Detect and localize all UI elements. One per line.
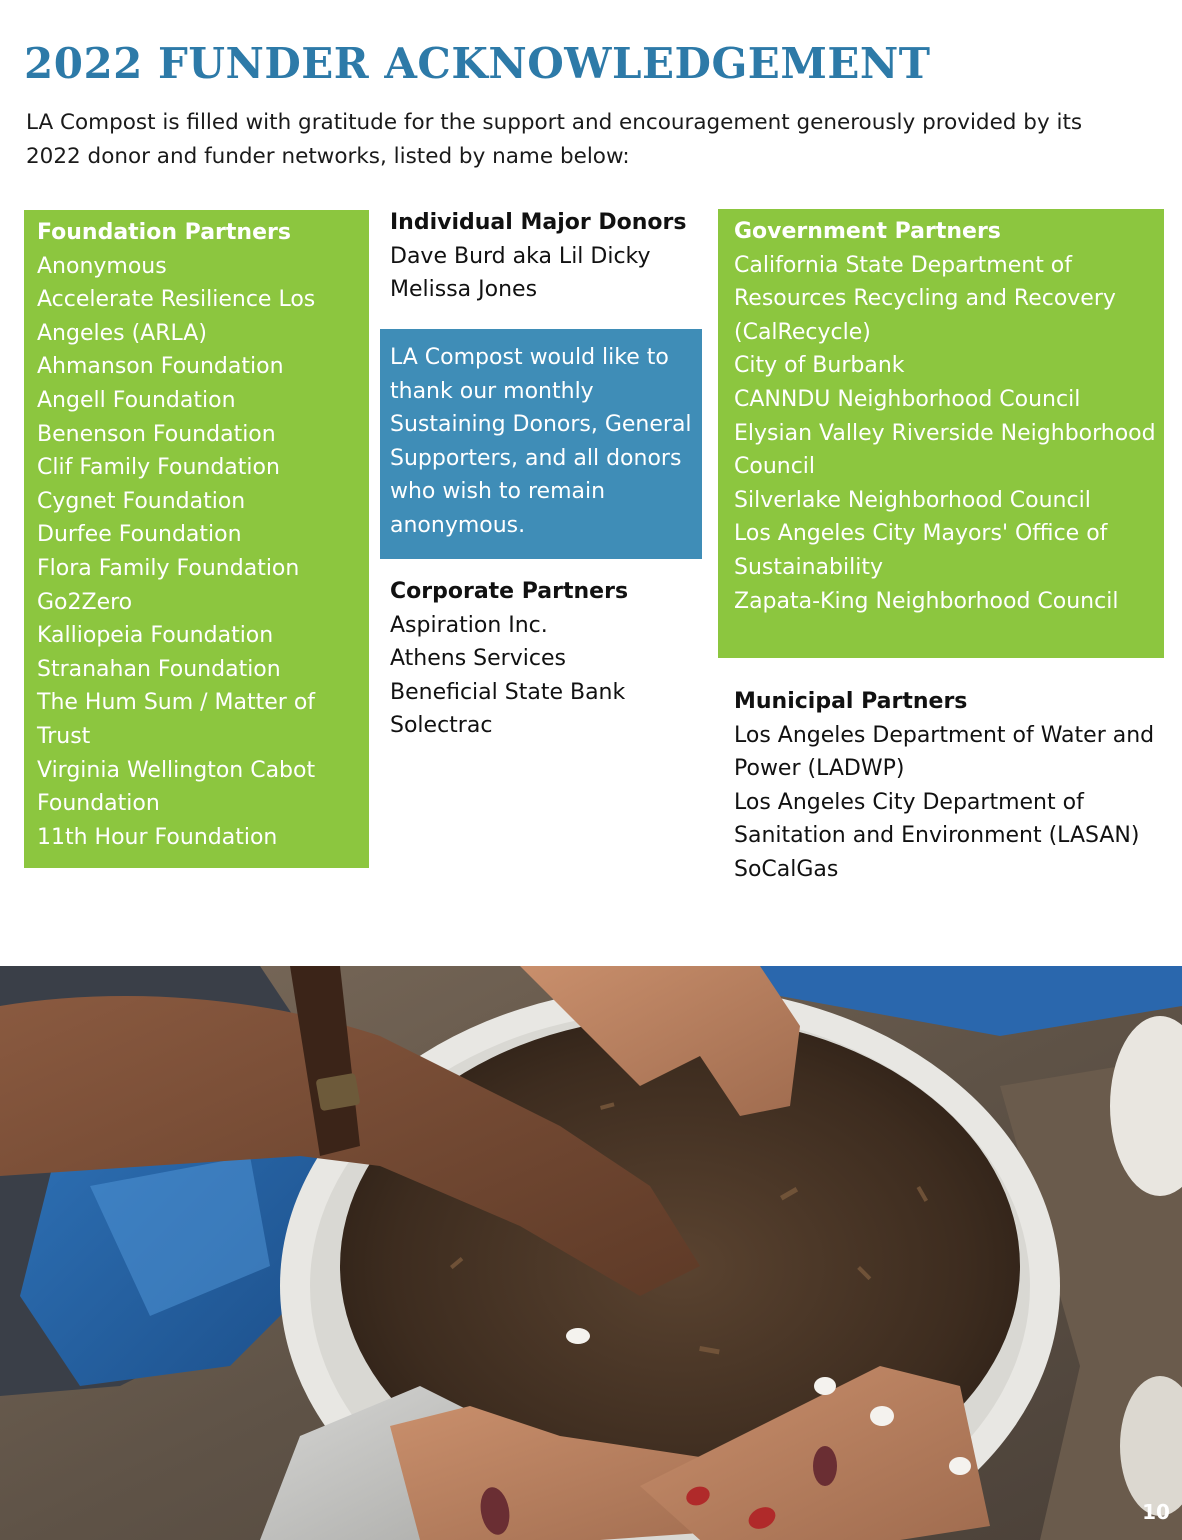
list-item: Kalliopeia Foundation — [37, 623, 274, 649]
list-item: Los Angeles City Department of Sanitation and Environment (LASAN) — [734, 789, 1140, 849]
corporate-partners-section — [390, 575, 710, 743]
list-item: Los Angeles Department of Water and Power (LADWP) — [734, 722, 1155, 782]
list-item: CANNDU Neighborhood Council — [734, 386, 1081, 412]
individual-donors-heading: Individual Major Donors — [390, 210, 687, 235]
list-item: Beneficial State Bank — [390, 679, 626, 705]
list-item: Anonymous — [37, 253, 167, 279]
corporate-partners-list — [390, 609, 710, 743]
municipal-partners-section — [734, 685, 1174, 887]
list-item: The Hum Sum / Matter of Trust — [37, 690, 316, 749]
thanks-callout: LA Compost would like to thank our monthly Sustaining Donors, General Supporters, and all donors who wish to remain anonymous. — [380, 329, 702, 559]
list-item: Silverlake Neighborhood Council — [734, 487, 1091, 513]
list-item: Durfee Foundation — [37, 522, 242, 548]
individual-donors-section — [390, 206, 710, 307]
list-item: Angell Foundation — [37, 387, 236, 413]
list-item: Cygnet Foundation — [37, 488, 246, 514]
page-title: 2022 FUNDER ACKNOWLEDGEMENT — [24, 39, 931, 88]
compost-hands-photo — [0, 966, 1182, 1540]
list-item: Flora Family Foundation — [37, 555, 300, 581]
list-item: Clif Family Foundation — [37, 455, 280, 481]
list-item: Elysian Valley Riverside Neighborhood Council — [734, 420, 1156, 480]
list-item: Melissa Jones — [390, 277, 538, 303]
list-item: Dave Burd aka Lil Dicky — [390, 243, 651, 269]
government-partners-heading: Government Partners — [734, 219, 1001, 244]
list-item: Zapata-King Neighborhood Council — [734, 588, 1119, 614]
list-item: Benenson Foundation — [37, 421, 276, 447]
photo-hands-in-compost-bucket-icon — [0, 966, 1182, 1540]
intro-paragraph: LA Compost is filled with gratitude for the support and encouragement generously provided by its 2022 donor and funder networks, listed by name below: — [26, 110, 1083, 169]
foundation-partners-heading: Foundation Partners — [37, 220, 291, 245]
list-item: Ahmanson Foundation — [37, 354, 284, 380]
municipal-partners-list — [734, 719, 1174, 887]
municipal-partners-heading: Municipal Partners — [734, 689, 968, 714]
foundation-partners-box — [24, 210, 369, 868]
list-item: SoCalGas — [734, 856, 839, 882]
list-item: Virginia Wellington Cabot Foundation — [37, 757, 316, 817]
list-item: Solectrac — [390, 713, 493, 739]
list-item: Accelerate Resilience Los Angeles (ARLA) — [37, 287, 316, 346]
list-item: 11th Hour Foundation — [37, 824, 278, 850]
foundation-partners-list — [37, 250, 369, 855]
page-number: 10 — [1142, 1500, 1170, 1524]
government-partners-list — [734, 249, 1164, 619]
government-partners-box — [718, 209, 1164, 658]
list-item: Aspiration Inc. — [390, 612, 548, 638]
list-item: California State Department of Resources Recycling and Recovery (CalRecycle) — [734, 252, 1116, 345]
list-item: City of Burbank — [734, 353, 905, 379]
list-item: Stranahan Foundation — [37, 656, 281, 682]
list-item: Athens Services — [390, 646, 566, 672]
list-item: Los Angeles City Mayors' Office of Sustainability — [734, 521, 1108, 580]
individual-donors-list — [390, 240, 710, 307]
list-item: Go2Zero — [37, 589, 133, 615]
corporate-partners-heading: Corporate Partners — [390, 579, 629, 604]
